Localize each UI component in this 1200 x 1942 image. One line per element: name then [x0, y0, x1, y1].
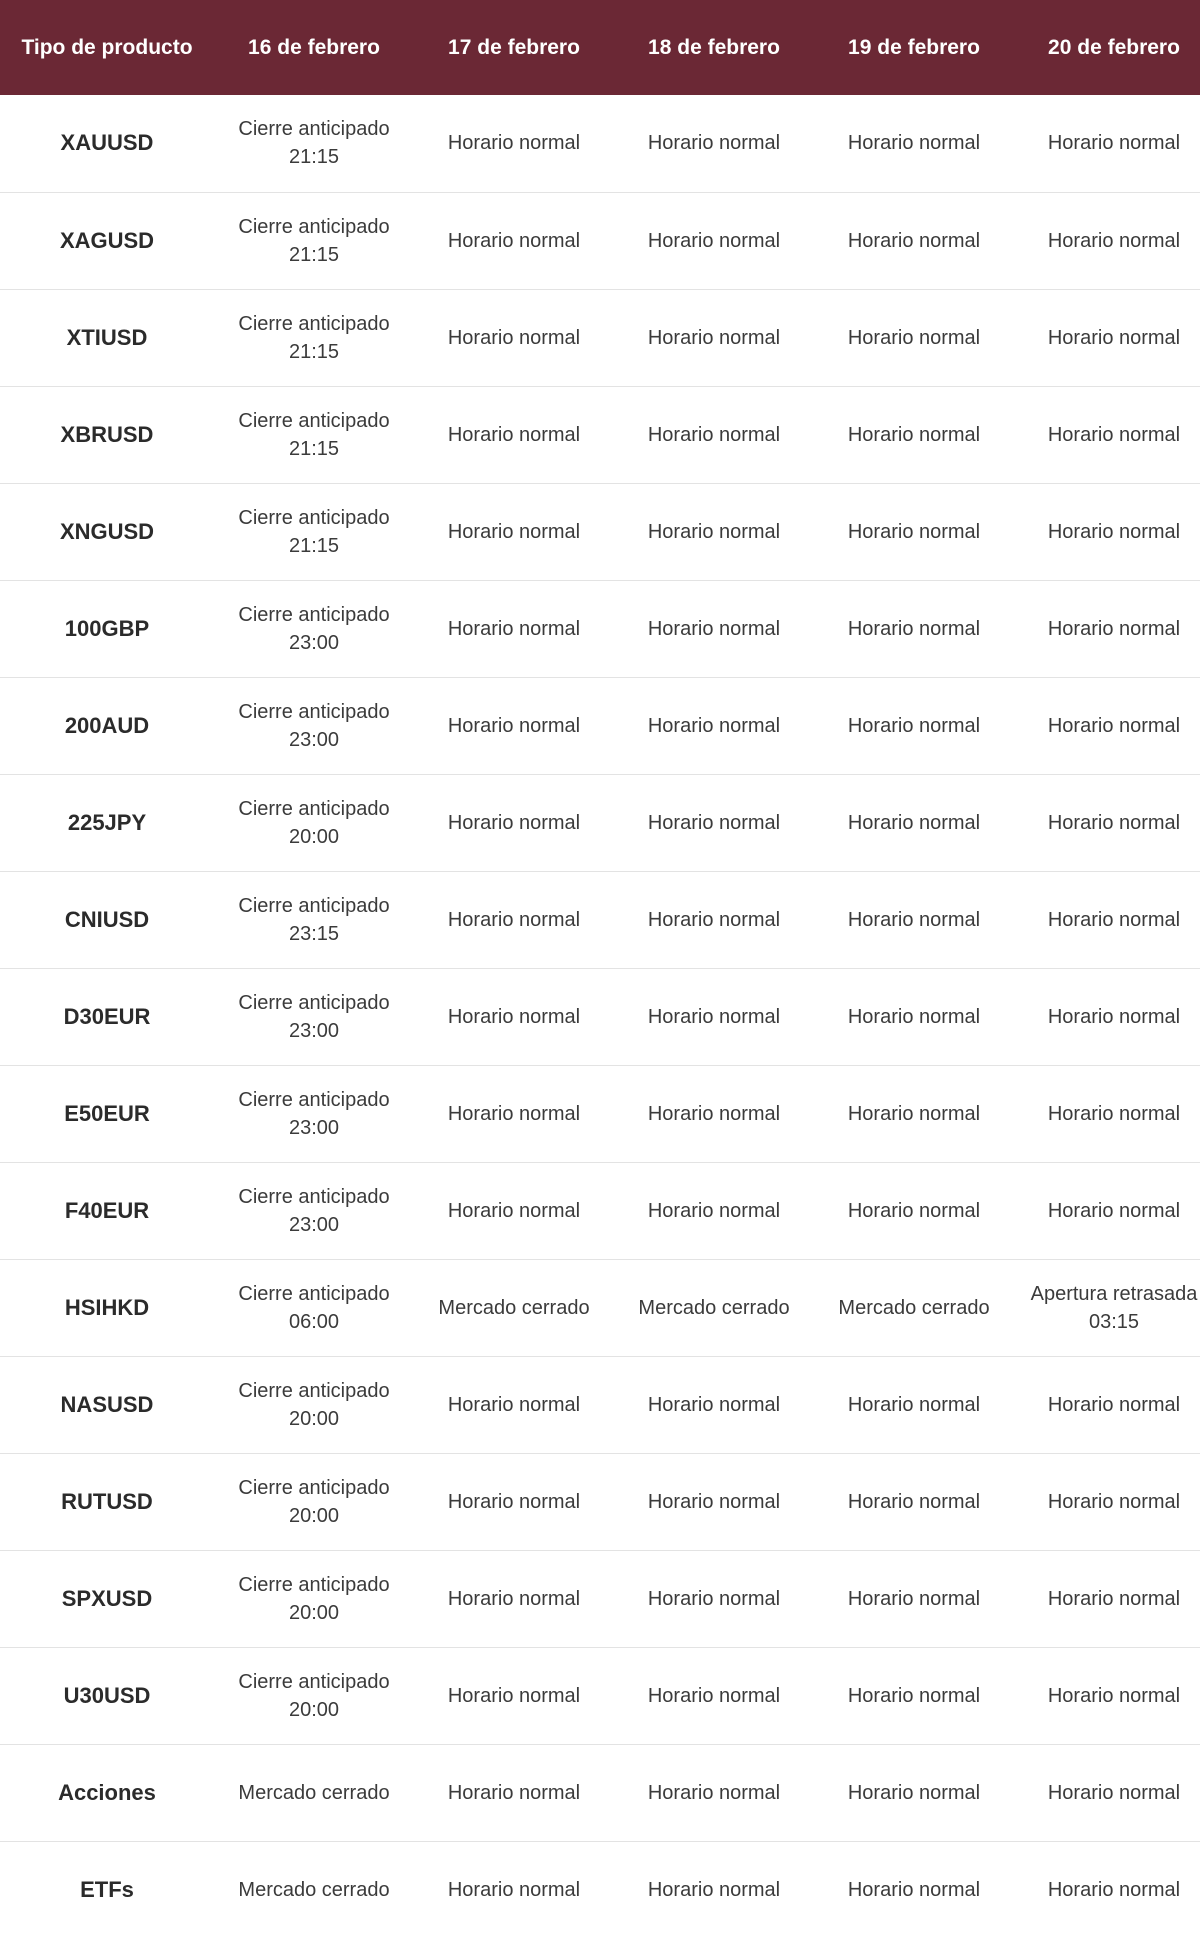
schedule-status-text: Horario normal — [847, 1587, 981, 1610]
schedule-status-text: Horario normal — [647, 714, 781, 737]
schedule-cell — [1014, 289, 1200, 386]
schedule-cell — [614, 580, 814, 677]
schedule-cell — [214, 95, 414, 192]
schedule-status-text: Horario normal — [447, 423, 581, 446]
schedule-status-text: Horario normal — [647, 229, 781, 252]
schedule-status-text: Horario normal — [1047, 908, 1181, 931]
schedule-cell — [1014, 1744, 1200, 1841]
schedule-cell — [1014, 1259, 1200, 1356]
schedule-status-text: Horario normal — [447, 1781, 581, 1804]
product-name-cell: CNIUSD — [64, 906, 150, 932]
schedule-status-text: Cierre anticipado 23:00 — [238, 603, 390, 654]
schedule-cell — [614, 1550, 814, 1647]
schedule-status-text: Horario normal — [447, 1878, 581, 1901]
schedule-status-text: Cierre anticipado 20:00 — [238, 1476, 390, 1527]
schedule-status-text: Horario normal — [1047, 811, 1181, 834]
schedule-status-text: Horario normal — [1047, 1102, 1181, 1125]
schedule-status-text: Horario normal — [847, 714, 981, 737]
product-name-cell: 225JPY — [67, 809, 147, 835]
schedule-status-text: Horario normal — [647, 1878, 781, 1901]
product-name-cell: SPXUSD — [61, 1585, 153, 1611]
header-row — [0, 0, 1200, 95]
table-row — [0, 1647, 1200, 1744]
schedule-cell — [614, 289, 814, 386]
schedule-cell — [414, 968, 614, 1065]
schedule-status-text: Horario normal — [447, 1490, 581, 1513]
schedule-cell — [1014, 1841, 1200, 1938]
schedule-status-text: Horario normal — [447, 132, 581, 155]
schedule-cell — [814, 289, 1014, 386]
schedule-status-text: Cierre anticipado 21:15 — [238, 506, 390, 557]
schedule-cell — [214, 774, 414, 871]
schedule-cell — [1014, 1356, 1200, 1453]
schedule-status-text: Horario normal — [847, 617, 981, 640]
schedule-status-text: Horario normal — [447, 908, 581, 931]
schedule-status-text: Horario normal — [447, 1587, 581, 1610]
schedule-status-text: Horario normal — [1047, 326, 1181, 349]
schedule-status-text: Cierre anticipado 23:00 — [238, 1088, 390, 1139]
schedule-status-text: Horario normal — [847, 423, 981, 446]
schedule-status-text: Cierre anticipado 20:00 — [238, 1379, 390, 1430]
schedule-status-text: Horario normal — [647, 1490, 781, 1513]
schedule-status-text: Horario normal — [847, 811, 981, 834]
schedule-cell — [1014, 1453, 1200, 1550]
header-date: 20 de febrero — [1048, 35, 1180, 59]
schedule-status-text: Horario normal — [447, 229, 581, 252]
schedule-status-text: Horario normal — [447, 1005, 581, 1028]
schedule-status-text: Horario normal — [447, 1393, 581, 1416]
product-name-cell: 200AUD — [64, 712, 150, 738]
schedule-status-text: Horario normal — [647, 1781, 781, 1804]
schedule-status-text: Horario normal — [1047, 1587, 1181, 1610]
schedule-cell — [1014, 580, 1200, 677]
schedule-status-text: Horario normal — [847, 1102, 981, 1125]
schedule-cell — [214, 1647, 414, 1744]
schedule-cell — [614, 95, 814, 192]
schedule-cell — [214, 1065, 414, 1162]
schedule-cell — [414, 192, 614, 289]
schedule-cell — [414, 1259, 614, 1356]
schedule-cell — [814, 968, 1014, 1065]
schedule-cell — [1014, 1647, 1200, 1744]
schedule-status-text: Horario normal — [647, 1102, 781, 1125]
table-row — [0, 1744, 1200, 1841]
schedule-status-text: Cierre anticipado 23:00 — [238, 700, 390, 751]
schedule-cell — [614, 1647, 814, 1744]
schedule-cell — [214, 580, 414, 677]
schedule-cell — [814, 1356, 1014, 1453]
schedule-cell — [214, 192, 414, 289]
schedule-cell — [814, 1162, 1014, 1259]
product-name-cell: E50EUR — [64, 1100, 150, 1126]
schedule-status-text: Cierre anticipado 23:15 — [238, 894, 390, 945]
schedule-cell — [614, 483, 814, 580]
schedule-cell — [814, 192, 1014, 289]
schedule-cell — [1014, 386, 1200, 483]
schedule-cell — [814, 483, 1014, 580]
schedule-cell — [614, 1841, 814, 1938]
schedule-status-text: Horario normal — [847, 1199, 981, 1222]
schedule-status-text: Horario normal — [447, 811, 581, 834]
schedule-status-text: Horario normal — [1047, 1199, 1181, 1222]
schedule-cell — [414, 1744, 614, 1841]
table-row — [0, 95, 1200, 192]
schedule-status-text: Horario normal — [647, 132, 781, 155]
schedule-status-text: Horario normal — [647, 908, 781, 931]
schedule-cell — [214, 677, 414, 774]
schedule-status-text: Horario normal — [647, 1393, 781, 1416]
table-row — [0, 386, 1200, 483]
schedule-cell — [214, 386, 414, 483]
schedule-cell — [214, 289, 414, 386]
table-row — [0, 192, 1200, 289]
schedule-cell — [814, 386, 1014, 483]
schedule-status-text: Horario normal — [647, 326, 781, 349]
table-header — [0, 0, 1200, 95]
schedule-status-text: Horario normal — [1047, 1684, 1181, 1707]
schedule-status-text: Horario normal — [447, 1102, 581, 1125]
table-row — [0, 1259, 1200, 1356]
schedule-cell — [214, 1356, 414, 1453]
schedule-status-text: Horario normal — [647, 423, 781, 446]
schedule-cell — [214, 1841, 414, 1938]
schedule-status-text: Horario normal — [1047, 229, 1181, 252]
schedule-cell — [1014, 968, 1200, 1065]
schedule-cell — [814, 1550, 1014, 1647]
product-name-cell: F40EUR — [64, 1197, 150, 1223]
schedule-cell — [414, 677, 614, 774]
schedule-cell — [414, 871, 614, 968]
schedule-cell — [1014, 1162, 1200, 1259]
schedule-cell — [414, 1453, 614, 1550]
table-row — [0, 1356, 1200, 1453]
schedule-cell — [214, 968, 414, 1065]
schedule-cell — [414, 1550, 614, 1647]
schedule-status-text: Mercado cerrado — [438, 1296, 590, 1319]
table-row — [0, 1453, 1200, 1550]
schedule-cell — [414, 386, 614, 483]
schedule-status-text: Horario normal — [647, 1199, 781, 1222]
schedule-status-text: Horario normal — [847, 1878, 981, 1901]
schedule-status-text: Cierre anticipado 21:15 — [238, 312, 390, 363]
schedule-cell — [814, 1744, 1014, 1841]
schedule-cell — [1014, 95, 1200, 192]
schedule-cell — [614, 1259, 814, 1356]
header-product-type: Tipo de producto — [21, 35, 193, 59]
table-row — [0, 871, 1200, 968]
schedule-status-text: Horario normal — [847, 1684, 981, 1707]
schedule-cell — [614, 1356, 814, 1453]
product-name-cell: ETFs — [80, 1876, 134, 1902]
schedule-status-text: Horario normal — [1047, 1781, 1181, 1804]
schedule-status-text: Horario normal — [1047, 520, 1181, 543]
schedule-status-text: Horario normal — [847, 1005, 981, 1028]
schedule-cell — [814, 580, 1014, 677]
product-name-cell: Acciones — [58, 1779, 156, 1805]
schedule-status-text: Mercado cerrado — [838, 1296, 990, 1319]
table-row — [0, 580, 1200, 677]
product-name-cell: U30USD — [63, 1682, 151, 1708]
header-date: 16 de febrero — [248, 35, 380, 59]
schedule-status-text: Horario normal — [647, 617, 781, 640]
schedule-cell — [614, 192, 814, 289]
table-body — [0, 95, 1200, 1938]
product-name-cell: XNGUSD — [59, 518, 155, 544]
schedule-cell — [614, 1744, 814, 1841]
schedule-cell — [814, 1841, 1014, 1938]
schedule-cell — [614, 1162, 814, 1259]
schedule-status-text: Horario normal — [647, 1684, 781, 1707]
schedule-status-text: Horario normal — [447, 617, 581, 640]
schedule-cell — [1014, 483, 1200, 580]
schedule-cell — [214, 483, 414, 580]
schedule-cell — [614, 1453, 814, 1550]
schedule-status-text: Cierre anticipado 21:15 — [238, 215, 390, 266]
schedule-cell — [1014, 192, 1200, 289]
schedule-cell — [414, 580, 614, 677]
schedule-status-text: Horario normal — [447, 1199, 581, 1222]
schedule-cell — [1014, 677, 1200, 774]
schedule-status-text: Mercado cerrado — [238, 1781, 390, 1804]
schedule-cell — [814, 871, 1014, 968]
header-date: 18 de febrero — [648, 35, 780, 59]
schedule-status-text: Horario normal — [847, 326, 981, 349]
schedule-status-text: Horario normal — [847, 1781, 981, 1804]
schedule-cell — [214, 1162, 414, 1259]
schedule-status-text: Cierre anticipado 20:00 — [238, 1670, 390, 1721]
schedule-status-text: Cierre anticipado 20:00 — [238, 1573, 390, 1624]
schedule-status-text: Horario normal — [447, 1684, 581, 1707]
product-name-cell: NASUSD — [60, 1391, 154, 1417]
schedule-status-text: Apertura retrasada 03:15 — [1030, 1282, 1198, 1333]
schedule-status-text: Horario normal — [847, 229, 981, 252]
schedule-cell — [214, 1744, 414, 1841]
table-row — [0, 1162, 1200, 1259]
schedule-cell — [814, 774, 1014, 871]
schedule-status-text: Horario normal — [647, 1005, 781, 1028]
schedule-status-text: Horario normal — [847, 1490, 981, 1513]
schedule-status-text: Cierre anticipado 21:15 — [238, 118, 390, 169]
schedule-status-text: Cierre anticipado 21:15 — [238, 409, 390, 460]
table-row — [0, 1550, 1200, 1647]
schedule-cell — [614, 677, 814, 774]
schedule-cell — [414, 1647, 614, 1744]
schedule-status-text: Horario normal — [647, 811, 781, 834]
schedule-status-text: Cierre anticipado 20:00 — [238, 797, 390, 848]
schedule-status-text: Mercado cerrado — [638, 1296, 790, 1319]
schedule-status-text: Horario normal — [1047, 132, 1181, 155]
schedule-cell — [414, 1162, 614, 1259]
schedule-cell — [414, 95, 614, 192]
schedule-status-text: Cierre anticipado 06:00 — [238, 1282, 390, 1333]
schedule-status-text: Horario normal — [1047, 423, 1181, 446]
product-name-cell: 100GBP — [64, 615, 150, 641]
schedule-status-text: Cierre anticipado 23:00 — [238, 1185, 390, 1236]
product-name-cell: D30EUR — [63, 1003, 151, 1029]
schedule-cell — [414, 774, 614, 871]
product-name-cell: XAGUSD — [59, 227, 155, 253]
schedule-cell — [814, 95, 1014, 192]
table-row — [0, 968, 1200, 1065]
schedule-cell — [414, 289, 614, 386]
schedule-cell — [1014, 1065, 1200, 1162]
product-name-cell: XTIUSD — [66, 324, 148, 350]
schedule-status-text: Horario normal — [447, 520, 581, 543]
schedule-cell — [214, 1259, 414, 1356]
schedule-cell — [614, 871, 814, 968]
schedule-cell — [614, 386, 814, 483]
table-row — [0, 289, 1200, 386]
header-date: 19 de febrero — [848, 35, 980, 59]
table-row — [0, 483, 1200, 580]
schedule-status-text: Horario normal — [1047, 1490, 1181, 1513]
product-name-cell: HSIHKD — [64, 1294, 150, 1320]
schedule-cell — [414, 1065, 614, 1162]
schedule-cell — [814, 1259, 1014, 1356]
table-row — [0, 1065, 1200, 1162]
schedule-status-text: Horario normal — [847, 908, 981, 931]
schedule-cell — [1014, 871, 1200, 968]
schedule-status-text: Horario normal — [1047, 1878, 1181, 1901]
schedule-status-text: Horario normal — [1047, 1393, 1181, 1416]
schedule-status-text: Horario normal — [847, 1393, 981, 1416]
schedule-cell — [814, 677, 1014, 774]
schedule-cell — [214, 871, 414, 968]
schedule-status-text: Horario normal — [847, 132, 981, 155]
schedule-cell — [614, 968, 814, 1065]
schedule-status-text: Horario normal — [1047, 714, 1181, 737]
schedule-status-text: Mercado cerrado — [238, 1878, 390, 1901]
schedule-status-text: Horario normal — [447, 326, 581, 349]
schedule-cell — [814, 1453, 1014, 1550]
schedule-cell — [214, 1550, 414, 1647]
schedule-cell — [414, 1356, 614, 1453]
schedule-status-text: Horario normal — [647, 1587, 781, 1610]
schedule-cell — [614, 1065, 814, 1162]
product-name-cell: RUTUSD — [61, 1488, 153, 1514]
schedule-status-text: Horario normal — [1047, 617, 1181, 640]
schedule-cell — [414, 483, 614, 580]
schedule-cell — [1014, 1550, 1200, 1647]
schedule-cell — [414, 1841, 614, 1938]
table-row — [0, 1841, 1200, 1938]
schedule-cell — [1014, 774, 1200, 871]
schedule-status-text: Horario normal — [447, 714, 581, 737]
schedule-status-text: Horario normal — [847, 520, 981, 543]
schedule-cell — [814, 1065, 1014, 1162]
table-row — [0, 677, 1200, 774]
schedule-cell — [614, 774, 814, 871]
product-name-cell: XAUUSD — [60, 130, 154, 156]
header-date: 17 de febrero — [448, 35, 580, 59]
schedule-status-text: Horario normal — [647, 520, 781, 543]
schedule-cell — [214, 1453, 414, 1550]
product-name-cell: XBRUSD — [60, 421, 154, 447]
schedule-cell — [814, 1647, 1014, 1744]
schedule-status-text: Cierre anticipado 23:00 — [238, 991, 390, 1042]
schedule-status-text: Horario normal — [1047, 1005, 1181, 1028]
table-row — [0, 774, 1200, 871]
